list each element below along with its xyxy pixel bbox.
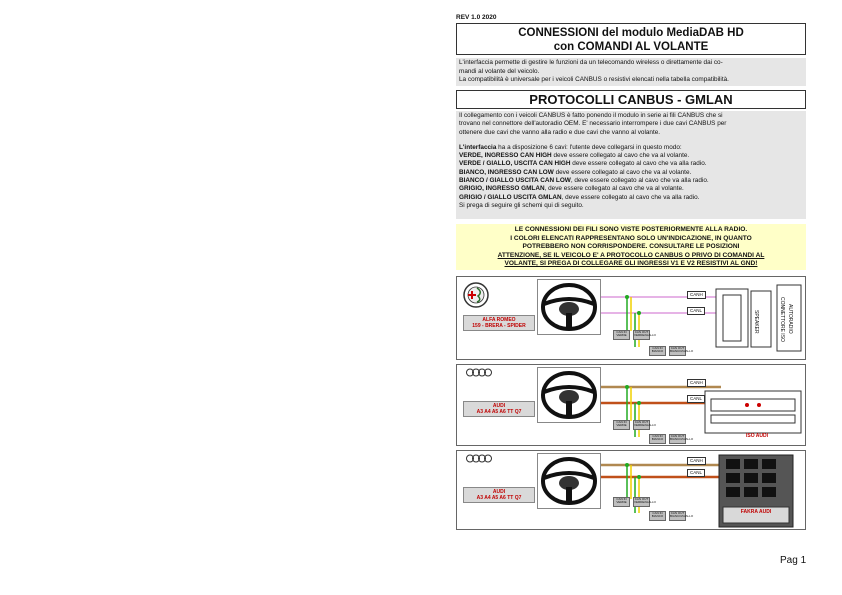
model-list: A3 A4 A5 A6 TT Q7 — [476, 495, 522, 501]
canh-label: CANH — [687, 291, 706, 299]
canl-label: CANL — [687, 395, 705, 403]
can-in-green-module: CAN IN VERDE — [613, 330, 630, 340]
wire-item: GRIGIO / GIALLO USCITA GMLAN, deve essere collegato al cavo che va alla radio. — [459, 193, 700, 201]
protocol-body — [456, 111, 806, 219]
interface-intro: L'interfaccia ha a disposizione 6 cavi: l'utente deve collegarsi in questo modo: — [459, 143, 682, 151]
protocol-heading: PROTOCOLLI CANBUS - GMLAN — [456, 90, 806, 109]
wire-item: VERDE / GIALLO, USCITA CAN HIGH deve essere collegato al cavo che va alla radio. — [459, 160, 707, 168]
fakra-audi-label: FAKRA AUDI — [740, 509, 772, 515]
speaker-label: SPEAKER — [753, 310, 759, 334]
canl-label: CANL — [687, 469, 705, 477]
audi-rings-icon — [465, 454, 493, 463]
alfa-romeo-logo-icon — [463, 282, 489, 308]
steering-wheel-box — [537, 453, 601, 509]
title-line-2: con COMANDI AL VOLANTE — [553, 41, 709, 53]
steering-wheel-icon — [538, 368, 600, 422]
can-out-green-yellow-module: CAN OUT VERDE/GIALLO — [633, 420, 650, 430]
steering-wheel-box — [537, 367, 601, 423]
body-line-2: trovano nel connettore dell'autoradio OEM. E' necessario interrompere i due cavi CANBUS per — [459, 120, 727, 128]
brand-name: AUDI — [492, 489, 506, 495]
warning-line-2: I COLORI ELENCATI RAPPRESENTANO SOLO UN'INDICAZIONE, IN QUANTO — [510, 234, 752, 242]
wire-item: GRIGIO, INGRESSO GMLAN, deve essere collegato al cavo che va al volante. — [459, 185, 684, 193]
revision-label: REV 1.0 2020 — [456, 14, 497, 21]
can-out-green-yellow-module: CAN OUT VERDE/GIALLO — [633, 330, 650, 340]
wire-item: BIANCO, INGRESSO CAN LOW deve essere collegato al cavo che va al volante. — [459, 168, 692, 176]
autoradio-label: AUTORADIO — [787, 304, 793, 334]
intro-line-1: L'interfaccia permette di gestire le funzioni da un telecomando wireless o direttamente dai co- — [459, 59, 723, 66]
title-line-1: CONNESSIONI del modulo MediaDAB HD — [518, 27, 744, 39]
brand-name: AUDI — [492, 403, 506, 409]
model-list: A3 A4 A5 A6 TT Q7 — [476, 409, 522, 415]
iso-audi-label: ISO AUDI — [745, 433, 769, 439]
warning-line-3: POTREBBERO NON CORRISPONDERE. CONSULTARE LE POSIZIONI — [522, 243, 740, 251]
vehicle-label — [463, 401, 535, 417]
warning-line-1: LE CONNESSIONI DEI FILI SONO VISTE POSTERIORMENTE ALLA RADIO. — [514, 226, 748, 233]
canh-label: CANH — [687, 457, 706, 465]
iso-connector-label: CONNETTORE ISO — [779, 296, 785, 342]
diagram-audi-iso — [456, 364, 806, 446]
document-title — [456, 23, 806, 55]
steering-wheel-box — [537, 279, 601, 335]
audi-rings-icon — [465, 368, 493, 377]
warning-line-4: ATTENZIONE, SE IL VEICOLO E' A PROTOCOLLO CANBUS O PRIVO DI COMANDI AL — [497, 251, 765, 259]
brand-name: ALFA ROMEO — [482, 317, 516, 323]
body-line-1: Il collegamento con i veicoli CANBUS è fatto ponendo il modulo in serie ai fili CANBUS che si — [459, 112, 723, 119]
can-in-white-module: CAN IN BIANCO — [649, 511, 666, 521]
warning-line-5: VOLANTE, SI PREGA DI COLLEGARE GLI INGRESSI V1 E V2 RESISTIVI AL GND! — [504, 260, 758, 268]
canh-label: CANH — [687, 379, 706, 387]
can-in-white-module: CAN IN BIANCO — [649, 346, 666, 356]
can-in-green-module: CAN IN VERDE — [613, 420, 630, 430]
steering-wheel-icon — [538, 454, 600, 508]
can-in-white-module: CAN IN BIANCO — [649, 434, 666, 444]
can-out-white-yellow-module: CAN OUT BIANCO/GIALLO — [669, 434, 686, 444]
wire-item: BIANCO / GIALLO USCITA CAN LOW, deve essere collegato al cavo che va alla radio. — [459, 177, 709, 185]
intro-line-3: La compatibilità è universale per i veicoli CANBUS o resistivi elencati nella tabella compatibilità. — [459, 76, 729, 84]
can-out-white-yellow-module: CAN OUT BIANCO/GIALLO — [669, 511, 686, 521]
intro-line-2: mandi al volante del veicolo. — [459, 67, 540, 75]
warning-box — [456, 224, 806, 270]
can-in-green-module: CAN IN VERDE — [613, 497, 630, 507]
intro-paragraph — [456, 58, 806, 86]
can-out-white-yellow-module: CAN OUT BIANCO/GIALLO — [669, 346, 686, 356]
vehicle-label — [463, 487, 535, 503]
canl-label: CANL — [687, 307, 705, 315]
vehicle-label — [463, 315, 535, 331]
body-line-3: ottenere due cavi che vanno alla radio e due cavi che vanno al volante. — [459, 128, 661, 136]
closing-note: Si prega di seguire gli schemi qui di seguito. — [459, 201, 584, 209]
wire-item: VERDE, INGRESSO CAN HIGH deve essere collegato al cavo che va al volante. — [459, 152, 690, 160]
can-out-green-yellow-module: CAN OUT VERDE/GIALLO — [633, 497, 650, 507]
page-number: Pag 1 — [780, 555, 807, 566]
diagram-alfa-romeo — [456, 276, 806, 360]
model-list: 159 - BRERA - SPIDER — [472, 323, 526, 329]
steering-wheel-icon — [538, 280, 600, 334]
diagram-audi-fakra — [456, 450, 806, 530]
